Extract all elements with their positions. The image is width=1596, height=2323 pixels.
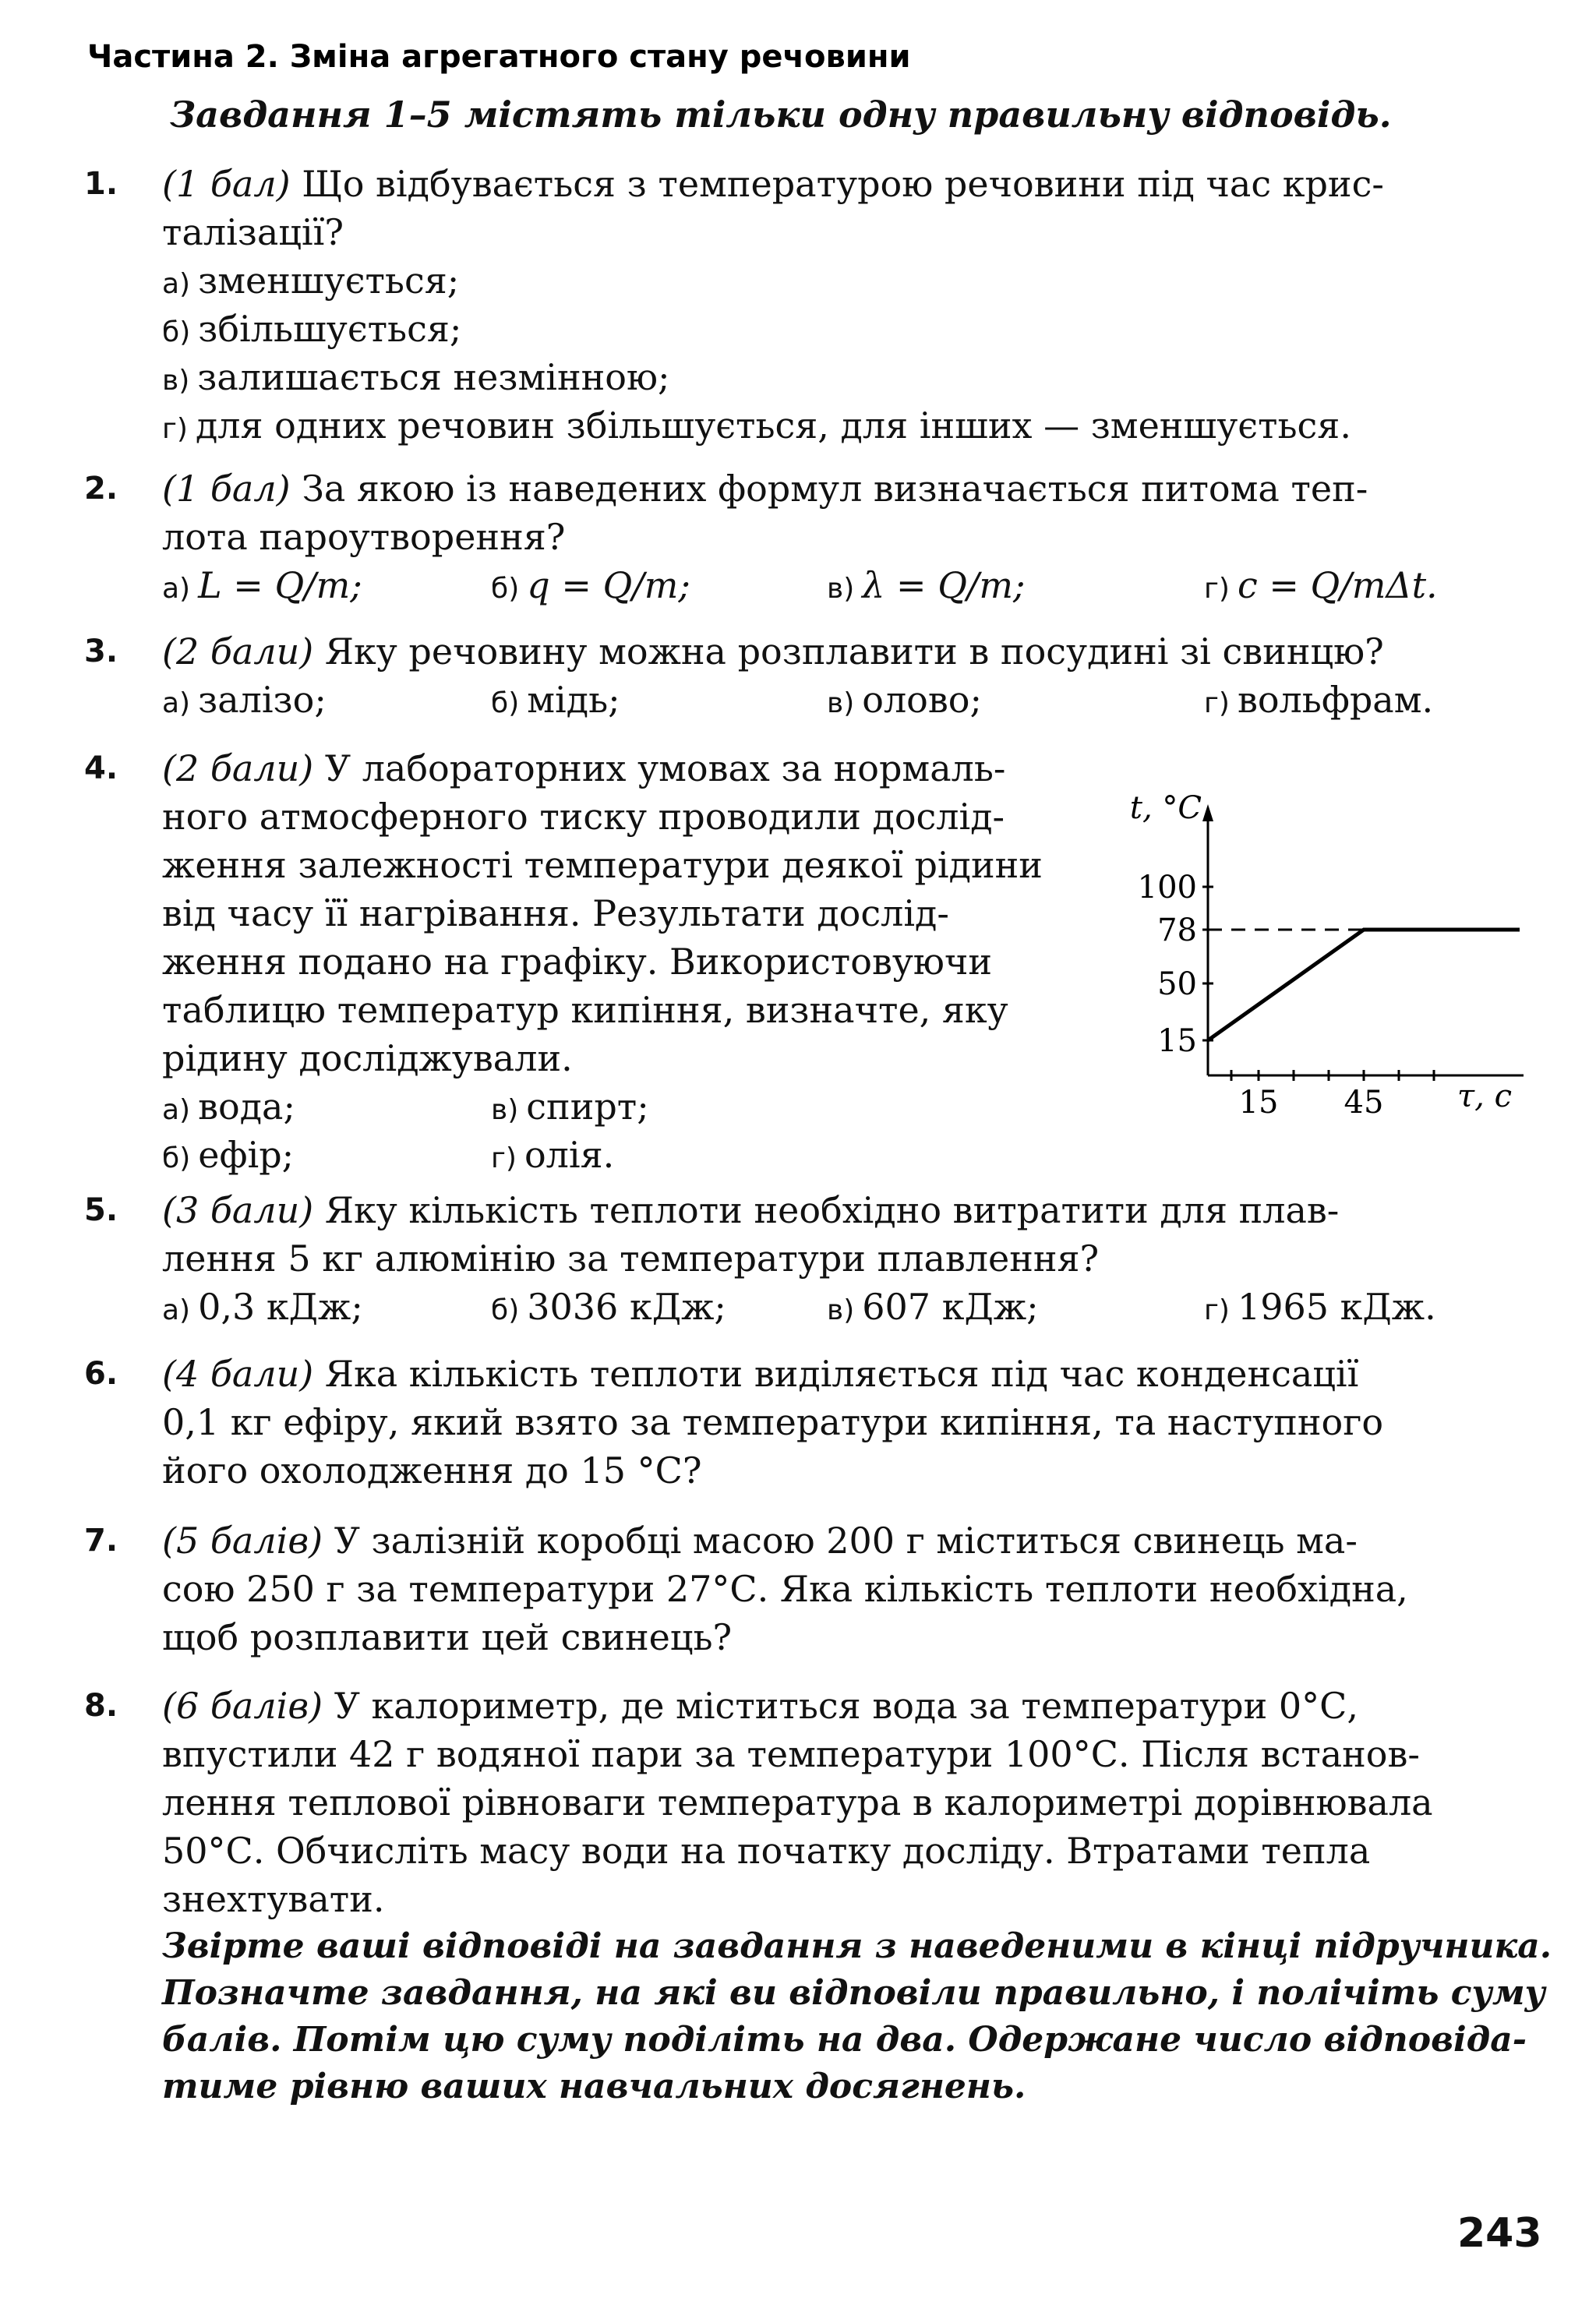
- x-tick-label: 15: [1238, 1085, 1279, 1121]
- instructions-intro: Завдання 1–5 містять тільки одну правильну відповідь.: [170, 94, 1392, 136]
- question-text-line: Яка кількість теплоти виділяється під час конденсації: [324, 1353, 1359, 1395]
- y-tick-label: 78: [1157, 913, 1197, 948]
- option-formula: c = Q/mΔt.: [1237, 564, 1438, 606]
- closing-instructions: [162, 1923, 1552, 2110]
- option-letter: г): [491, 1142, 517, 1174]
- option-text: ефір;: [198, 1134, 295, 1176]
- question-text-line: талізації?: [162, 211, 344, 253]
- question-text-line: У залізній коробці масою 200 г міститься свинець ма-: [334, 1520, 1358, 1562]
- option-text: мідь;: [527, 679, 620, 721]
- y-tick-label: 50: [1157, 966, 1197, 1002]
- question-text-line: його охолодження до 15 °С?: [162, 1449, 702, 1492]
- question-points: (6 балів): [162, 1685, 323, 1727]
- closing-line: Звірте ваші відповіді на завдання з наведеними в кінці підручника.: [162, 1926, 1552, 1966]
- option-text: олово;: [862, 679, 982, 721]
- question-text-line: від часу її нагрівання. Результати дослід-: [162, 892, 949, 934]
- question-text-line: впустили 42 г водяної пари за температури 100°С. Після встанов-: [162, 1733, 1420, 1775]
- answer-option-a[interactable]: [162, 1283, 363, 1335]
- series-line: [1208, 930, 1520, 1040]
- question-points: (1 бал): [162, 163, 291, 205]
- option-letter: а): [162, 687, 191, 719]
- option-letter: а): [162, 1294, 191, 1326]
- question-text-line: сою 250 г за температури 27°С. Яка кількість теплоти необхідна,: [162, 1568, 1408, 1610]
- option-letter: г): [162, 413, 188, 445]
- option-letter: а): [162, 268, 191, 300]
- option-letter: б): [491, 687, 520, 719]
- page-number: 243: [1457, 2210, 1542, 2257]
- option-letter: в): [162, 365, 190, 397]
- answer-option-d[interactable]: [1204, 1283, 1436, 1335]
- option-letter: б): [162, 316, 191, 348]
- question-number: 8.: [84, 1688, 118, 1724]
- closing-line: Позначте завдання, на які ви відповіли правильно, і полічіть суму: [162, 1973, 1545, 2013]
- answer-option-b[interactable]: [162, 305, 461, 357]
- option-formula: L = Q/m;: [198, 564, 362, 606]
- option-letter: б): [162, 1142, 191, 1174]
- question-text-line: таблицю температур кипіння, визначте, яку: [162, 989, 1008, 1031]
- question-text-line: щоб розплавити цей свинець?: [162, 1616, 733, 1658]
- answer-option-d[interactable]: [1204, 676, 1433, 728]
- option-text: вольфрам.: [1237, 679, 1434, 721]
- section-header: Частина 2. Зміна агрегатного стану речовини: [87, 39, 911, 75]
- option-text: 0,3 кДж;: [198, 1286, 363, 1328]
- answer-option-a[interactable]: [162, 561, 362, 613]
- y-axis-arrow: [1202, 804, 1213, 821]
- option-text: зменшується;: [198, 259, 460, 302]
- question-number: 3.: [84, 634, 118, 669]
- option-letter: в): [827, 573, 855, 605]
- option-letter: в): [827, 1294, 855, 1326]
- option-text: спирт;: [526, 1086, 649, 1128]
- answer-option-b[interactable]: [491, 1283, 726, 1335]
- question-points: (5 балів): [162, 1520, 323, 1562]
- question-number: 4.: [84, 750, 118, 786]
- option-text: 607 кДж;: [862, 1286, 1039, 1328]
- question-points: (2 бали): [162, 747, 314, 789]
- option-letter: г): [1204, 1294, 1230, 1326]
- question-text-line: ного атмосферного тиску проводили дослід-: [162, 796, 1005, 838]
- question-text-line: ження подано на графіку. Використовуючи: [162, 941, 993, 983]
- x-axis-label: τ, с: [1457, 1079, 1512, 1114]
- option-letter: в): [491, 1094, 519, 1126]
- temperature-time-chart: [1107, 787, 1527, 1122]
- option-letter: в): [827, 687, 855, 719]
- answer-option-c[interactable]: [162, 353, 670, 405]
- option-text: олія.: [524, 1134, 615, 1176]
- answer-option-c[interactable]: [827, 676, 982, 728]
- question-number: 7.: [84, 1523, 118, 1559]
- option-text: 1965 кДж.: [1237, 1286, 1436, 1328]
- question-text-line: рідину досліджували.: [162, 1037, 573, 1079]
- option-text: збільшується;: [198, 308, 462, 350]
- option-text: для одних речовин збільшується, для інших — зменшується.: [195, 404, 1351, 447]
- question-points: (1 бал): [162, 468, 291, 510]
- option-letter: б): [491, 1294, 520, 1326]
- answer-option-b[interactable]: [491, 676, 620, 728]
- question-text-line: лення 5 кг алюмінію за температури плавлення?: [162, 1237, 1100, 1280]
- closing-line: балів. Потім цю суму поділіть на два. Одержане число відповіда-: [162, 2020, 1527, 2060]
- option-formula: λ = Q/m;: [862, 564, 1026, 606]
- option-text: 3036 кДж;: [527, 1286, 726, 1328]
- option-letter: а): [162, 573, 191, 605]
- answer-option-a[interactable]: [162, 256, 459, 309]
- option-letter: г): [1204, 573, 1230, 605]
- option-text: залізо;: [198, 679, 327, 721]
- question-number: 6.: [84, 1356, 118, 1392]
- answer-option-c[interactable]: [827, 561, 1026, 613]
- question-text-line: лення теплової рівноваги температура в калориметрі дорівнювала: [162, 1781, 1433, 1823]
- option-formula: q = Q/m;: [527, 564, 690, 606]
- question-points: (4 бали): [162, 1353, 314, 1395]
- answer-option-d[interactable]: [1204, 561, 1438, 613]
- question-number: 2.: [84, 471, 118, 507]
- question-text-line: Яку речовину можна розплавити в посудині зі свинцю?: [324, 630, 1384, 673]
- question-text-line: 0,1 кг ефіру, який взято за температури кипіння, та наступного: [162, 1401, 1384, 1443]
- question-text-line: Що відбувається з температурою речовини під час крис-: [302, 163, 1384, 205]
- closing-line: тиме рівню ваших навчальних досягнень.: [162, 2067, 1026, 2106]
- question-points: (3 бали): [162, 1189, 314, 1231]
- question-text-line: знехтувати.: [162, 1878, 385, 1920]
- y-tick-label: 100: [1137, 870, 1197, 906]
- option-letter: б): [491, 573, 520, 605]
- question-text-line: Яку кількість теплоти необхідно витратити для плав-: [324, 1189, 1340, 1231]
- question-text-line: У лабораторних умовах за нормаль-: [324, 747, 1006, 789]
- answer-option-d[interactable]: [491, 1131, 614, 1183]
- answer-option-a[interactable]: [162, 676, 327, 728]
- question-number: 1.: [84, 166, 118, 202]
- question-text-line: За якою із наведених формул визначається питома теп-: [302, 468, 1368, 510]
- y-tick-label: 15: [1157, 1023, 1197, 1059]
- answer-option-a[interactable]: [162, 1082, 295, 1135]
- question-text-line: ження залежності температури деякої рідини: [162, 844, 1043, 886]
- option-letter: г): [1204, 687, 1230, 719]
- answer-option-b[interactable]: [162, 1131, 294, 1183]
- question-text-line: 50°С. Обчисліть масу води на початку досліду. Втратами тепла: [162, 1830, 1371, 1872]
- answer-option-b[interactable]: [491, 561, 690, 613]
- option-text: вода;: [198, 1086, 295, 1128]
- option-letter: а): [162, 1094, 191, 1126]
- question-points: (2 бали): [162, 630, 314, 673]
- question-text-line: лота пароутворення?: [162, 516, 566, 558]
- answer-option-d[interactable]: [162, 401, 1351, 454]
- answer-option-c[interactable]: [827, 1283, 1039, 1335]
- option-text: залишається незмінною;: [197, 356, 670, 398]
- question-number: 5.: [84, 1192, 118, 1228]
- x-tick-label: 45: [1344, 1085, 1384, 1121]
- question-text-line: У калориметр, де міститься вода за температури 0°С,: [334, 1685, 1358, 1727]
- answer-option-c[interactable]: [491, 1082, 649, 1135]
- y-axis-label: t, °C: [1129, 790, 1202, 826]
